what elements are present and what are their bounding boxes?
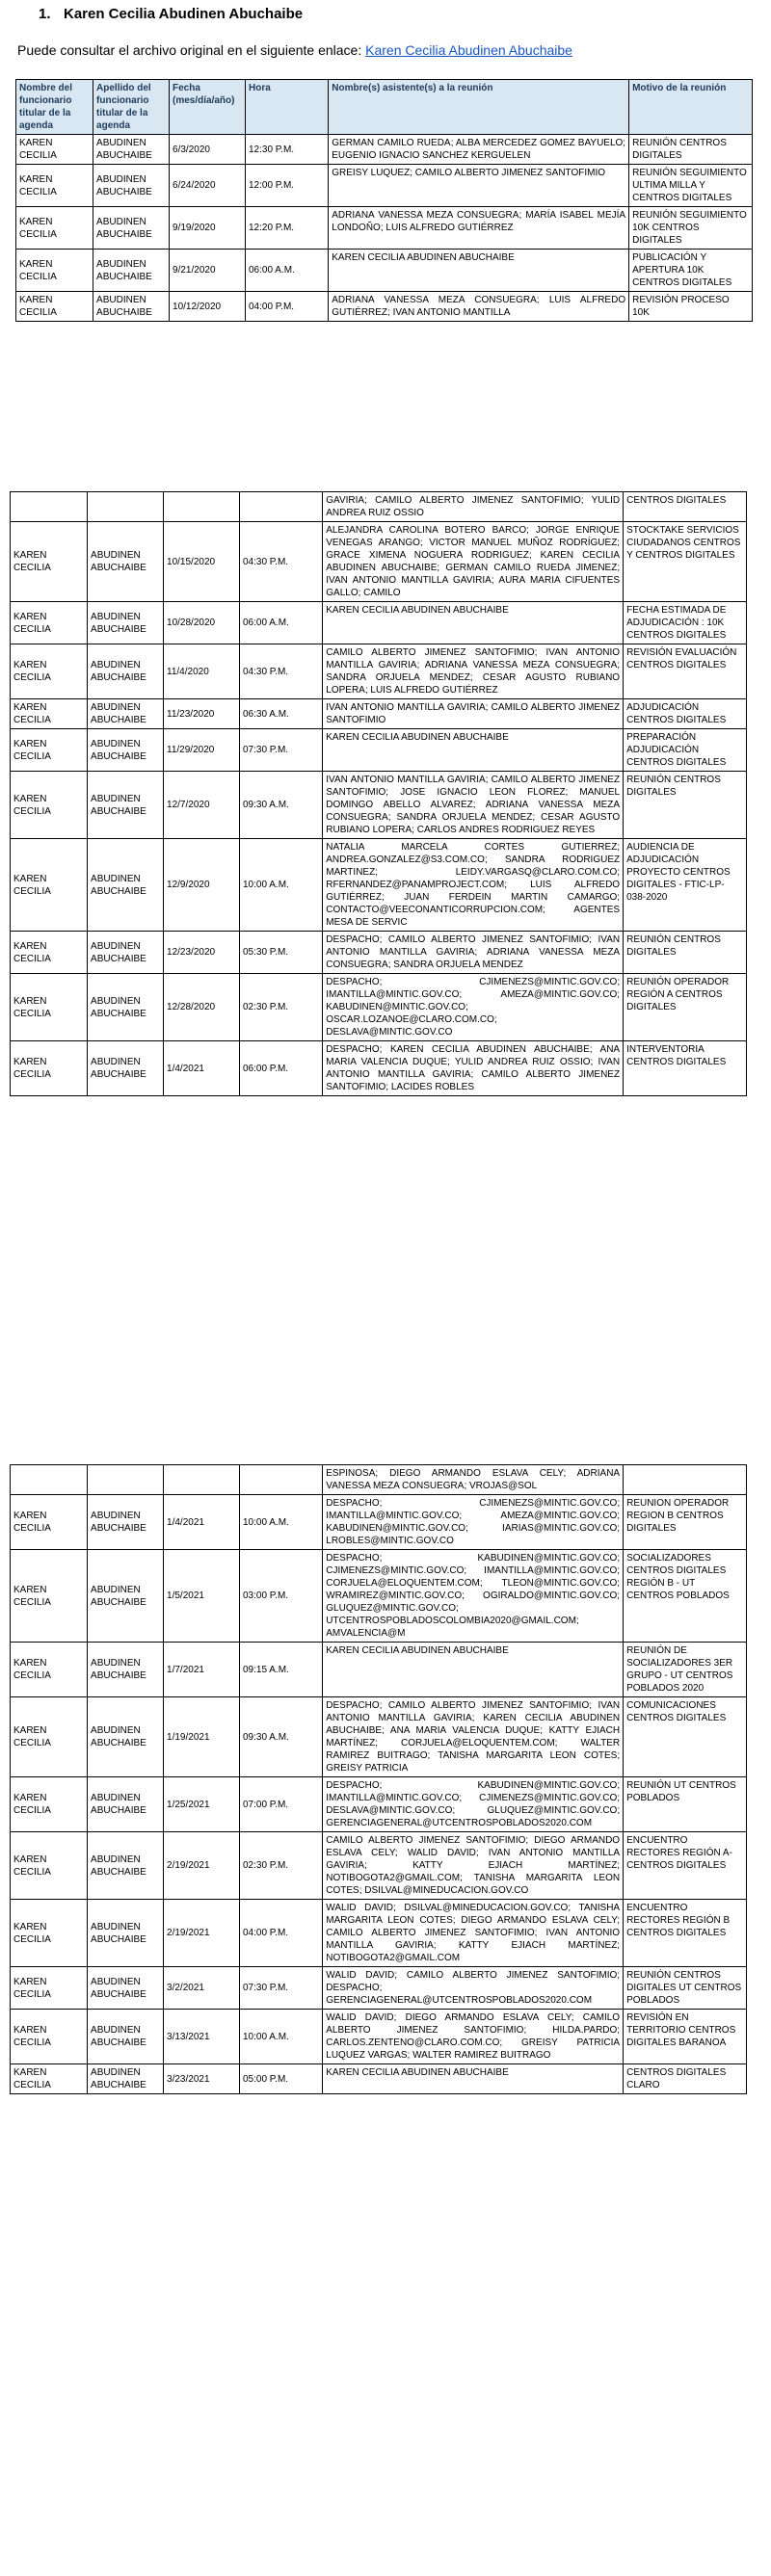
hora-cell: 07:00 P.M. (240, 1777, 323, 1832)
hora-cell: 06:30 A.M. (240, 699, 323, 729)
motivo-cell: FECHA ESTIMADA DE ADJUDICACIÓN : 10K CENTROS DIGITALES (624, 602, 747, 644)
header-fecha: Fecha (mes/día/año) (170, 80, 246, 135)
nombre-cell: KAREN CECILIA (11, 1967, 88, 2010)
fecha-cell: 1/7/2021 (164, 1643, 240, 1697)
asistentes-cell: NATALIA MARCELA CORTES GUTIERREZ; ANDREA.GONZALEZ@S3.COM.CO; SANDRA RODRIGUEZ MARTINEZ; LEIDY.VARGASQ@CLARO.COM.CO; RFERNANDEZ@PANAMPROJECT.COM; LUIS ALFREDO GUTIÉRREZ; JUAN FERDEIN MARTIN CAMARGO; CONTACTO@VEECONANTICORRUPCION.COM; AGENTES MESA DE SERVIC (323, 839, 624, 932)
table-row (11, 729, 747, 772)
apellido-cell: ABUDINEN ABUCHAIBE (93, 207, 170, 250)
hora-cell: 04:00 P.M. (246, 292, 329, 322)
motivo-cell: CENTROS DIGITALES (624, 492, 747, 522)
hora-cell: 07:30 P.M. (240, 1967, 323, 2010)
table-row (11, 1832, 747, 1900)
hora-cell: 06:00 P.M. (240, 1041, 323, 1096)
apellido-cell: ABUDINEN ABUCHAIBE (88, 522, 164, 602)
asistentes-cell: IVAN ANTONIO MANTILLA GAVIRIA; CAMILO ALBERTO JIMENEZ SANTOFIMIO; JOSE IGNACIO LEON FLOREZ; MANUEL DOMINGO ABELLO ALVAREZ; ADRIANA VANESSA MEZA CONSUEGRA; SANDRA ORJUELA MENDEZ; CESAR AGUSTO RUBIANO LOPERA; CARLOS ANDRES RODRIGUEZ REYES (323, 772, 624, 839)
nombre-cell: KAREN CECILIA (11, 1832, 88, 1900)
asistentes-cell: DESPACHO; CJIMENEZS@MINTIC.GOV.CO; IMANTILLA@MINTIC.GOV.CO; AMEZA@MINTIC.GOV.CO; KABUDINEN@MINTIC.GOV.CO; OSCAR.LOZANOE@CLARO.COM.CO; DESLAVA@MINTIC.GOV.CO (323, 974, 624, 1041)
motivo-cell: COMUNICACIONES CENTROS DIGITALES (624, 1697, 747, 1777)
hora-cell (240, 492, 323, 522)
header-apellido: Apellido del funcionario titular de la agenda (93, 80, 170, 135)
fecha-cell: 12/28/2020 (164, 974, 240, 1041)
fecha-cell: 12/7/2020 (164, 772, 240, 839)
asistentes-cell: KAREN CECILIA ABUDINEN ABUCHAIBE (323, 729, 624, 772)
motivo-cell: REUNIÓN CENTROS DIGITALES (624, 932, 747, 974)
nombre-cell: KAREN CECILIA (11, 1900, 88, 1967)
fecha-cell: 12/9/2020 (164, 839, 240, 932)
hora-cell: 05:00 P.M. (240, 2064, 323, 2094)
apellido-cell: ABUDINEN ABUCHAIBE (88, 1967, 164, 2010)
fecha-cell: 9/21/2020 (170, 250, 246, 292)
fecha-cell: 2/19/2021 (164, 1832, 240, 1900)
apellido-cell: ABUDINEN ABUCHAIBE (88, 1832, 164, 1900)
fecha-cell (164, 492, 240, 522)
apellido-cell: ABUDINEN ABUCHAIBE (88, 1777, 164, 1832)
asistentes-cell: WALID DAVID; DSILVAL@MINEDUCACION.GOV.CO; TANISHA MARGARITA LEON COTES; DIEGO ARMANDO ESLAVA CELY; CAMILO ALBERTO JIMENEZ SANTOFIMIO; IVAN ANTONIO MANTILLA GAVIRIA; KATTY EJIACH MARTÍNEZ; NOTIBOGOTA2@GMAIL.COM (323, 1900, 624, 1967)
hora-cell: 06:00 A.M. (240, 602, 323, 644)
apellido-cell: ABUDINEN ABUCHAIBE (88, 1495, 164, 1550)
table-row (11, 602, 747, 644)
asistentes-cell: GAVIRIA; CAMILO ALBERTO JIMENEZ SANTOFIMIO; YULID ANDREA RUIZ OSSIO (323, 492, 624, 522)
table-row (11, 492, 747, 522)
hora-cell: 10:00 A.M. (240, 1495, 323, 1550)
table-row (16, 165, 753, 207)
original-file-link[interactable]: Karen Cecilia Abudinen Abuchaibe (365, 42, 572, 58)
motivo-cell: REUNIÓN OPERADOR REGIÓN A CENTROS DIGITALES (624, 974, 747, 1041)
hora-cell: 10:00 A.M. (240, 2010, 323, 2064)
fecha-cell: 11/4/2020 (164, 644, 240, 699)
hora-cell: 06:00 A.M. (246, 250, 329, 292)
table-row (11, 932, 747, 974)
apellido-cell: ABUDINEN ABUCHAIBE (88, 1900, 164, 1967)
motivo-cell (624, 1465, 747, 1495)
motivo-cell: CENTROS DIGITALES CLARO (624, 2064, 747, 2094)
fecha-cell (164, 1465, 240, 1495)
nombre-cell: KAREN CECILIA (11, 974, 88, 1041)
hora-cell: 12:00 P.M. (246, 165, 329, 207)
section-title: Karen Cecilia Abudinen Abuchaibe (64, 6, 304, 22)
fecha-cell: 1/5/2021 (164, 1550, 240, 1643)
table-row (11, 772, 747, 839)
nombre-cell: KAREN CECILIA (11, 1550, 88, 1643)
apellido-cell: ABUDINEN ABUCHAIBE (88, 2064, 164, 2094)
motivo-cell: REUNIÓN UT CENTROS POBLADOS (624, 1777, 747, 1832)
apellido-cell: ABUDINEN ABUCHAIBE (88, 729, 164, 772)
intro-text: Puede consultar el archivo original en el siguiente enlace: (17, 42, 362, 58)
asistentes-cell: DESPACHO; KABUDINEN@MINTIC.GOV.CO; CJIMENEZS@MINTIC.GOV.CO; IMANTILLA@MINTIC.GOV.CO; CORJUELA@ELOQUENTEM.COM; TLEON@MINTIC.GOV.CO; WRAMIREZ@MINTIC.GOV.CO; OGIRALDO@MINTIC.GOV.CO; GLUQUEZ@MINTIC.GOV.CO; UTCENTROSPOBLADOSCOLOMBIA2020@GMAIL.COM; AMVALENCIA@M (323, 1550, 624, 1643)
header-motivo: Motivo de la reunión (629, 80, 753, 135)
nombre-cell: KAREN CECILIA (11, 1041, 88, 1096)
table-row (11, 1550, 747, 1643)
apellido-cell: ABUDINEN ABUCHAIBE (93, 165, 170, 207)
motivo-cell: REUNIÓN SEGUIMIENTO 10K CENTROS DIGITALES (629, 207, 753, 250)
hora-cell: 02:30 P.M. (240, 1832, 323, 1900)
apellido-cell: ABUDINEN ABUCHAIBE (88, 699, 164, 729)
fecha-cell: 3/2/2021 (164, 1967, 240, 2010)
nombre-cell: KAREN CECILIA (11, 644, 88, 699)
agenda-table-part-3 (10, 1464, 747, 2094)
hora-cell: 04:30 P.M. (240, 522, 323, 602)
apellido-cell: ABUDINEN ABUCHAIBE (88, 974, 164, 1041)
asistentes-cell: WALID DAVID; DIEGO ARMANDO ESLAVA CELY; CAMILO ALBERTO JIMENEZ SANTOFIMIO; HILDA.PARDO; CARLOS.ZENTENO@CLARO.COM.CO; GREISY PATRICIA LUQUEZ VARGAS; WALTER RAMIREZ BUITRAGO (323, 2010, 624, 2064)
fecha-cell: 10/15/2020 (164, 522, 240, 602)
motivo-cell: SOCIALIZADORES CENTROS DIGITALES REGIÓN B - UT CENTROS POBLADOS (624, 1550, 747, 1643)
nombre-cell: KAREN CECILIA (11, 522, 88, 602)
apellido-cell: ABUDINEN ABUCHAIBE (88, 1697, 164, 1777)
hora-cell: 05:30 P.M. (240, 932, 323, 974)
hora-cell: 04:00 P.M. (240, 1900, 323, 1967)
nombre-cell: KAREN CECILIA (16, 165, 93, 207)
apellido-cell: ABUDINEN ABUCHAIBE (93, 135, 170, 165)
motivo-cell: REVISIÓN PROCESO 10K (629, 292, 753, 322)
motivo-cell: INTERVENTORIA CENTROS DIGITALES (624, 1041, 747, 1096)
fecha-cell: 10/12/2020 (170, 292, 246, 322)
fecha-cell: 6/24/2020 (170, 165, 246, 207)
asistentes-cell: KAREN CECILIA ABUDINEN ABUCHAIBE (323, 1643, 624, 1697)
motivo-cell: REVISIÓN EN TERRITORIO CENTROS DIGITALES BARANOA (624, 2010, 747, 2064)
motivo-cell: REUNIÓN DE SOCIALIZADORES 3ER GRUPO - UT CENTROS POBLADOS 2020 (624, 1643, 747, 1697)
hora-cell: 02:30 P.M. (240, 974, 323, 1041)
apellido-cell: ABUDINEN ABUCHAIBE (88, 1643, 164, 1697)
motivo-cell: ENCUENTRO RECTORES REGIÓN B CENTROS DIGITALES (624, 1900, 747, 1967)
hora-cell: 07:30 P.M. (240, 729, 323, 772)
apellido-cell: ABUDINEN ABUCHAIBE (88, 839, 164, 932)
asistentes-cell: KAREN CECILIA ABUDINEN ABUCHAIBE (323, 2064, 624, 2094)
asistentes-cell: ALEJANDRA CAROLINA BOTERO BARCO; JORGE ENRIQUE VENEGAS ARANGO; VICTOR MANUEL MUÑOZ RODRÍGUEZ; GRACE XIMENA NOGUERA RODRIGUEZ; KAREN CECILIA ABUDINEN ABUCHAIBE; GERMAN CAMILO RUEDA JIMENEZ; IVAN ANTONIO MANTILLA GAVIRIA; AURA MARIA CIFUENTES GALLO; CAMILO (323, 522, 624, 602)
motivo-cell: REUNIÓN CENTROS DIGITALES UT CENTROS POBLADOS (624, 1967, 747, 2010)
apellido-cell: ABUDINEN ABUCHAIBE (88, 1041, 164, 1096)
nombre-cell: KAREN CECILIA (11, 602, 88, 644)
hora-cell: 10:00 A.M. (240, 839, 323, 932)
nombre-cell: KAREN CECILIA (11, 1697, 88, 1777)
fecha-cell: 1/25/2021 (164, 1777, 240, 1832)
fecha-cell: 6/3/2020 (170, 135, 246, 165)
table-row (16, 292, 753, 322)
nombre-cell: KAREN CECILIA (11, 2064, 88, 2094)
motivo-cell: AUDIENCIA DE ADJUDICACIÓN PROYECTO CENTROS DIGITALES - FTIC-LP-038-2020 (624, 839, 747, 932)
asistentes-cell: ESPINOSA; DIEGO ARMANDO ESLAVA CELY; ADRIANA VANESSA MEZA CONSUEGRA; VROJAS@SOL (323, 1465, 624, 1495)
nombre-cell: KAREN CECILIA (16, 135, 93, 165)
apellido-cell: ABUDINEN ABUCHAIBE (88, 772, 164, 839)
fecha-cell: 2/19/2021 (164, 1900, 240, 1967)
asistentes-cell: DESPACHO; CAMILO ALBERTO JIMENEZ SANTOFIMIO; IVAN ANTONIO MANTILLA GAVIRIA; ADRIANA VANESSA MEZA CONSUEGRA; SANDRA ORJUELA MENDEZ (323, 932, 624, 974)
intro-paragraph (17, 42, 572, 58)
motivo-cell: ENCUENTRO RECTORES REGIÓN A- CENTROS DIGITALES (624, 1832, 747, 1900)
nombre-cell: KAREN CECILIA (11, 1777, 88, 1832)
hora-cell: 04:30 P.M. (240, 644, 323, 699)
hora-cell: 12:30 P.M. (246, 135, 329, 165)
hora-cell: 09:30 A.M. (240, 772, 323, 839)
table-row (11, 522, 747, 602)
motivo-cell: STOCKTAKE SERVICIOS CIUDADANOS CENTROS Y CENTROS DIGITALES (624, 522, 747, 602)
header-row (16, 80, 753, 135)
header-hora: Hora (246, 80, 329, 135)
motivo-cell: REUNIÓN SEGUIMIENTO ULTIMA MILLA Y CENTROS DIGITALES (629, 165, 753, 207)
table-row (11, 1041, 747, 1096)
table-row (11, 1967, 747, 2010)
table-row (11, 1643, 747, 1697)
table-row (11, 644, 747, 699)
table-row (11, 1900, 747, 1967)
nombre-cell: KAREN CECILIA (11, 729, 88, 772)
fecha-cell: 12/23/2020 (164, 932, 240, 974)
nombre-cell: KAREN CECILIA (11, 699, 88, 729)
fecha-cell: 1/4/2021 (164, 1495, 240, 1550)
motivo-cell: REUNIÓN CENTROS DIGITALES (624, 772, 747, 839)
hora-cell: 09:15 A.M. (240, 1643, 323, 1697)
motivo-cell: PREPARACIÓN ADJUDICACIÓN CENTROS DIGITALES (624, 729, 747, 772)
asistentes-cell: ADRIANA VANESSA MEZA CONSUEGRA; LUIS ALFREDO GUTIÉRREZ; IVAN ANTONIO MANTILLA (329, 292, 629, 322)
nombre-cell (11, 492, 88, 522)
asistentes-cell: CAMILO ALBERTO JIMENEZ SANTOFIMIO; DIEGO ARMANDO ESLAVA CELY; WALID DAVID; IVAN ANTONIO MANTILLA GAVIRIA; KATTY EJIACH MARTÍNEZ; NOTIBOGOTA2@GMAIL.COM; TANISHA MARGARITA LEON COTES; DSILVAL@MINEDUCACION.GOV.CO (323, 1832, 624, 1900)
asistentes-cell: KAREN CECILIA ABUDINEN ABUCHAIBE (323, 602, 624, 644)
table-row (11, 839, 747, 932)
nombre-cell: KAREN CECILIA (11, 839, 88, 932)
apellido-cell: ABUDINEN ABUCHAIBE (88, 602, 164, 644)
header-nombre: Nombre del funcionario titular de la agenda (16, 80, 93, 135)
motivo-cell: REVISIÓN EVALUACIÓN CENTROS DIGITALES (624, 644, 747, 699)
table-row (11, 2010, 747, 2064)
fecha-cell: 3/23/2021 (164, 2064, 240, 2094)
table-row (16, 250, 753, 292)
table-row (16, 135, 753, 165)
apellido-cell: ABUDINEN ABUCHAIBE (93, 292, 170, 322)
fecha-cell: 3/13/2021 (164, 2010, 240, 2064)
apellido-cell: ABUDINEN ABUCHAIBE (88, 932, 164, 974)
motivo-cell: REUNION OPERADOR REGION B CENTROS DIGITALES (624, 1495, 747, 1550)
apellido-cell: ABUDINEN ABUCHAIBE (88, 2010, 164, 2064)
asistentes-cell: IVAN ANTONIO MANTILLA GAVIRIA; CAMILO ALBERTO JIMENEZ SANTOFIMIO (323, 699, 624, 729)
asistentes-cell: CAMILO ALBERTO JIMENEZ SANTOFIMIO; IVAN ANTONIO MANTILLA GAVIRIA; ADRIANA VANESSA MEZA CONSUEGRA; SANDRA ORJUELA MENDEZ; CESAR AGUSTO RUBIANO LOPERA; LUIS ALFREDO GUTIÉRREZ (323, 644, 624, 699)
section-heading (39, 6, 303, 22)
agenda-table-part-1 (15, 79, 753, 322)
nombre-cell: KAREN CECILIA (16, 292, 93, 322)
asistentes-cell: DESPACHO; CAMILO ALBERTO JIMENEZ SANTOFIMIO; IVAN ANTONIO MANTILLA GAVIRIA; KAREN CECILIA ABUDINEN ABUCHAIBE; ANA MARIA VALENCIA DUQUE; KATTY EJIACH MARTÍNEZ; CORJUELA@ELOQUENTEM.COM; WALTER RAMIREZ BUITRAGO; TANISHA MARGARITA LEON COTES; GREISY PATRICIA (323, 1697, 624, 1777)
fecha-cell: 1/19/2021 (164, 1697, 240, 1777)
hora-cell: 12:20 P.M. (246, 207, 329, 250)
table-row (11, 2064, 747, 2094)
nombre-cell: KAREN CECILIA (11, 772, 88, 839)
header-asistentes: Nombre(s) asistente(s) a la reunión (329, 80, 629, 135)
table-row (11, 1465, 747, 1495)
asistentes-cell: GREISY LUQUEZ; CAMILO ALBERTO JIMENEZ SANTOFIMIO (329, 165, 629, 207)
motivo-cell: PUBLICACIÓN Y APERTURA 10K CENTROS DIGITALES (629, 250, 753, 292)
section-number: 1. (39, 6, 51, 22)
table-row (11, 1777, 747, 1832)
apellido-cell: ABUDINEN ABUCHAIBE (88, 1550, 164, 1643)
apellido-cell: ABUDINEN ABUCHAIBE (93, 250, 170, 292)
nombre-cell: KAREN CECILIA (11, 2010, 88, 2064)
table-row (11, 1697, 747, 1777)
motivo-cell: ADJUDICACIÓN CENTROS DIGITALES (624, 699, 747, 729)
asistentes-cell: GERMAN CAMILO RUEDA; ALBA MERCEDEZ GOMEZ BAYUELO; EUGENIO IGNACIO SANCHEZ KERGUELEN (329, 135, 629, 165)
motivo-cell: REUNIÓN CENTROS DIGITALES (629, 135, 753, 165)
hora-cell: 09:30 A.M. (240, 1697, 323, 1777)
table-row (16, 207, 753, 250)
asistentes-cell: KAREN CECILIA ABUDINEN ABUCHAIBE (329, 250, 629, 292)
apellido-cell: ABUDINEN ABUCHAIBE (88, 644, 164, 699)
asistentes-cell: WALID DAVID; CAMILO ALBERTO JIMENEZ SANTOFIMIO; DESPACHO; GERENCIAGENERAL@UTCENTROSPOBLADOS2020.COM (323, 1967, 624, 2010)
agenda-table-part-2 (10, 491, 747, 1096)
asistentes-cell: DESPACHO; KAREN CECILIA ABUDINEN ABUCHAIBE; ANA MARIA VALENCIA DUQUE; YULID ANDREA RUIZ OSSIO; IVAN ANTONIO MANTILLA GAVIRIA; CAMILO ALBERTO JIMENEZ SANTOFIMIO; LACIDES ROBLES (323, 1041, 624, 1096)
apellido-cell (88, 1465, 164, 1495)
apellido-cell (88, 492, 164, 522)
nombre-cell: KAREN CECILIA (11, 932, 88, 974)
fecha-cell: 10/28/2020 (164, 602, 240, 644)
table-row (11, 1495, 747, 1550)
nombre-cell: KAREN CECILIA (16, 250, 93, 292)
asistentes-cell: DESPACHO; CJIMENEZS@MINTIC.GOV.CO; IMANTILLA@MINTIC.GOV.CO; AMEZA@MINTIC.GOV.CO; KABUDINEN@MINTIC.GOV.CO; IARIAS@MINTIC.GOV.CO; LROBLES@MINTIC.GOV.CO (323, 1495, 624, 1550)
table-row (11, 974, 747, 1041)
asistentes-cell: ADRIANA VANESSA MEZA CONSUEGRA; MARÍA ISABEL MEJÍA LONDOÑO; LUIS ALFREDO GUTIÉRREZ (329, 207, 629, 250)
fecha-cell: 9/19/2020 (170, 207, 246, 250)
hora-cell (240, 1465, 323, 1495)
nombre-cell: KAREN CECILIA (11, 1495, 88, 1550)
table-row (11, 699, 747, 729)
nombre-cell (11, 1465, 88, 1495)
fecha-cell: 11/29/2020 (164, 729, 240, 772)
asistentes-cell: DESPACHO; KABUDINEN@MINTIC.GOV.CO; IMANTILLA@MINTIC.GOV.CO; CJIMENEZS@MINTIC.GOV.CO; DESLAVA@MINTIC.GOV.CO; GLUQUEZ@MINTIC.GOV.CO; GERENCIAGENERAL@UTCENTROSPOBLADOS2020.COM (323, 1777, 624, 1832)
nombre-cell: KAREN CECILIA (16, 207, 93, 250)
hora-cell: 03:00 P.M. (240, 1550, 323, 1643)
nombre-cell: KAREN CECILIA (11, 1643, 88, 1697)
fecha-cell: 11/23/2020 (164, 699, 240, 729)
fecha-cell: 1/4/2021 (164, 1041, 240, 1096)
